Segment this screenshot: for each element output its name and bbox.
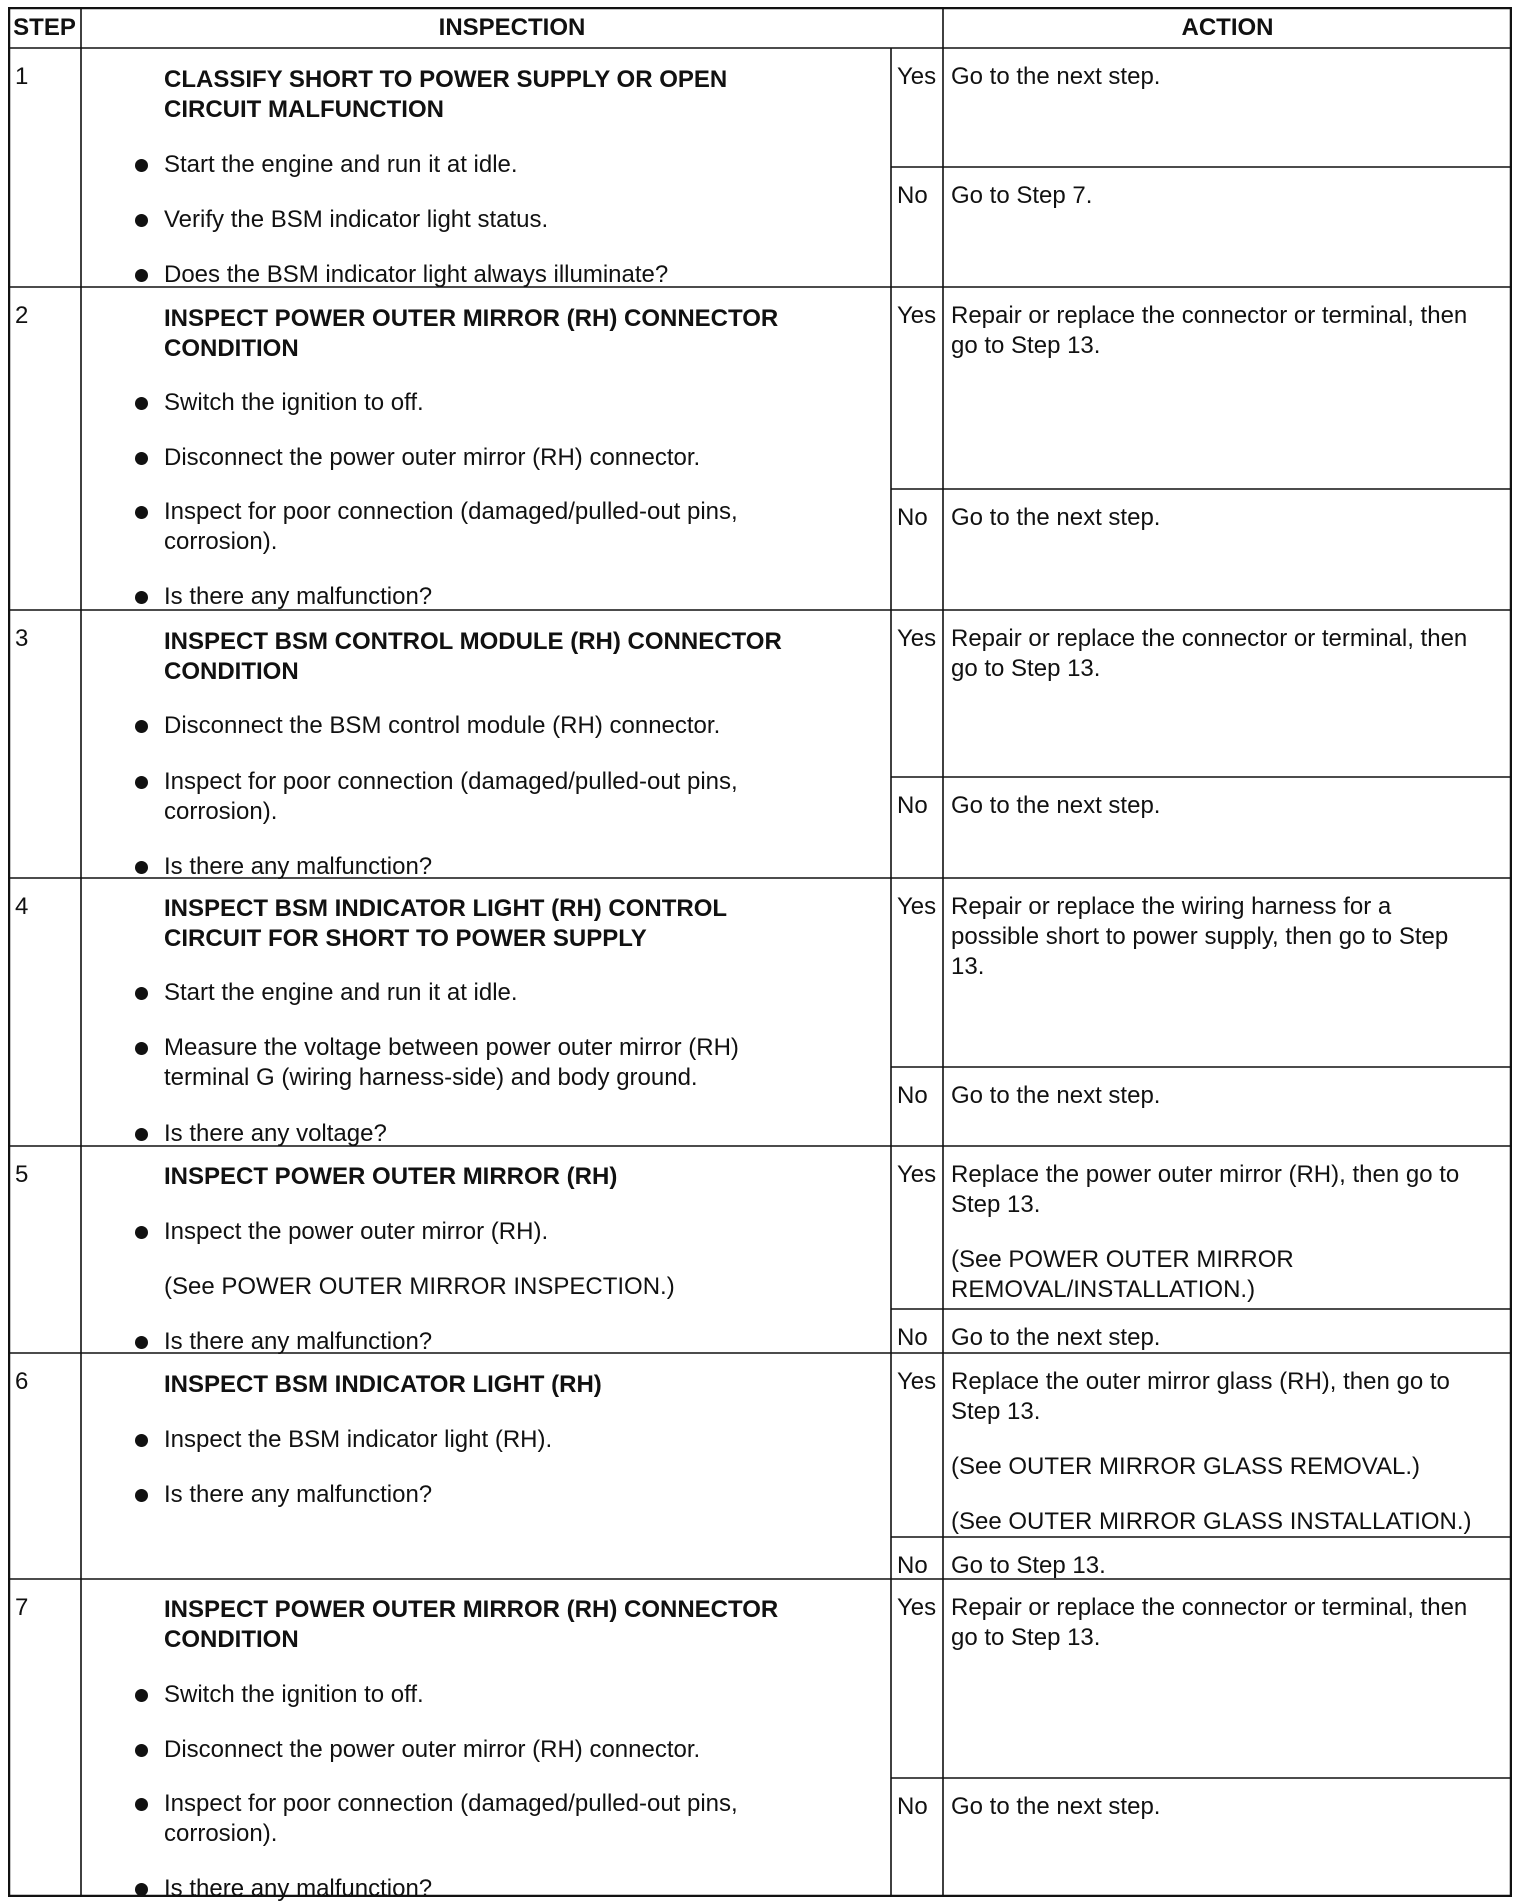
- yes-label: Yes: [897, 302, 937, 329]
- step-number: 3: [15, 625, 29, 652]
- bullet-icon: [135, 1042, 148, 1055]
- bullet-icon: [135, 1489, 148, 1502]
- step-title: CIRCUIT FOR SHORT TO POWER SUPPLY: [164, 925, 647, 952]
- bullet-icon: [135, 1689, 148, 1702]
- action-yes-text: 13.: [951, 953, 985, 980]
- inspection-item: corrosion).: [164, 1820, 278, 1847]
- step-title: INSPECT BSM INDICATOR LIGHT (RH): [164, 1371, 602, 1398]
- bullet-icon: [135, 720, 148, 733]
- inspection-item: (See POWER OUTER MIRROR INSPECTION.): [164, 1273, 675, 1300]
- inspection-item: Measure the voltage between power outer mirror (RH): [164, 1034, 739, 1061]
- bullet-icon: [135, 1744, 148, 1757]
- no-label: No: [897, 792, 928, 819]
- action-yes-text: Replace the power outer mirror (RH), then go to: [951, 1161, 1460, 1188]
- inspection-item: Switch the ignition to off.: [164, 389, 424, 416]
- bullet-icon: [135, 397, 148, 410]
- action-no-text: Go to the next step.: [951, 1793, 1161, 1820]
- action-yes-text: Repair or replace the connector or terminal, then: [951, 302, 1468, 329]
- step-title: INSPECT POWER OUTER MIRROR (RH): [164, 1163, 618, 1190]
- header-step: STEP: [13, 14, 76, 41]
- yes-label: Yes: [897, 63, 937, 90]
- bullet-icon: [135, 214, 148, 227]
- step-title: CONDITION: [164, 1626, 299, 1653]
- no-label: No: [897, 1324, 928, 1351]
- action-no-text: Go to Step 7.: [951, 182, 1093, 209]
- action-yes-text: (See POWER OUTER MIRROR: [951, 1246, 1294, 1273]
- action-yes-text: Repair or replace the connector or terminal, then: [951, 625, 1468, 652]
- action-no-text: Go to the next step.: [951, 504, 1161, 531]
- bullet-icon: [135, 159, 148, 172]
- no-label: No: [897, 504, 928, 531]
- bullet-icon: [135, 861, 148, 874]
- inspection-item: Disconnect the power outer mirror (RH) connector.: [164, 444, 701, 471]
- yes-label: Yes: [897, 1161, 937, 1188]
- step-number: 2: [15, 302, 29, 329]
- inspection-item: corrosion).: [164, 528, 278, 555]
- step-title: CONDITION: [164, 335, 299, 362]
- inspection-item: Start the engine and run it at idle.: [164, 979, 518, 1006]
- action-yes-text: REMOVAL/INSTALLATION.): [951, 1276, 1256, 1303]
- action-yes-text: go to Step 13.: [951, 332, 1101, 359]
- bullet-icon: [135, 1434, 148, 1447]
- bullet-icon: [135, 269, 148, 282]
- inspection-item: Inspect for poor connection (damaged/pulled-out pins,: [164, 498, 738, 525]
- inspection-item: Is there any malfunction?: [164, 1328, 433, 1355]
- yes-label: Yes: [897, 1368, 937, 1395]
- bullet-icon: [135, 1128, 148, 1141]
- inspection-item: Does the BSM indicator light always illuminate?: [164, 261, 669, 288]
- bullet-icon: [135, 1883, 148, 1896]
- inspection-item: corrosion).: [164, 798, 278, 825]
- action-yes-text: Step 13.: [951, 1191, 1041, 1218]
- action-yes-text: possible short to power supply, then go to Step: [951, 923, 1449, 950]
- inspection-item: Is there any malfunction?: [164, 1481, 433, 1508]
- bullet-icon: [135, 591, 148, 604]
- action-yes-text: Repair or replace the connector or terminal, then: [951, 1594, 1468, 1621]
- inspection-item: Is there any malfunction?: [164, 853, 433, 880]
- action-yes-text: (See OUTER MIRROR GLASS INSTALLATION.): [951, 1508, 1472, 1535]
- inspection-item: Is there any voltage?: [164, 1120, 387, 1147]
- bullet-icon: [135, 987, 148, 1000]
- action-yes-text: go to Step 13.: [951, 655, 1101, 682]
- action-no-text: Go to the next step.: [951, 1082, 1161, 1109]
- inspection-item: Inspect for poor connection (damaged/pulled-out pins,: [164, 768, 738, 795]
- step-title: INSPECT POWER OUTER MIRROR (RH) CONNECTOR: [164, 305, 779, 332]
- yes-label: Yes: [897, 1594, 937, 1621]
- step-title: INSPECT BSM INDICATOR LIGHT (RH) CONTROL: [164, 895, 728, 922]
- yes-label: Yes: [897, 893, 937, 920]
- bullet-icon: [135, 506, 148, 519]
- no-label: No: [897, 1082, 928, 1109]
- no-label: No: [897, 1552, 928, 1579]
- inspection-item: Is there any malfunction?: [164, 1875, 433, 1902]
- inspection-item: Switch the ignition to off.: [164, 1681, 424, 1708]
- inspection-item: Inspect the power outer mirror (RH).: [164, 1218, 549, 1245]
- action-yes-text: Step 13.: [951, 1398, 1041, 1425]
- step-number: 4: [15, 893, 29, 920]
- inspection-item: Inspect for poor connection (damaged/pulled-out pins,: [164, 1790, 738, 1817]
- action-yes-text: Replace the outer mirror glass (RH), then go to: [951, 1368, 1450, 1395]
- inspection-item: terminal G (wiring harness-side) and body ground.: [164, 1064, 698, 1091]
- bullet-icon: [135, 776, 148, 789]
- step-number: 7: [15, 1594, 29, 1621]
- step-title: CONDITION: [164, 658, 299, 685]
- no-label: No: [897, 182, 928, 209]
- header-action: ACTION: [1181, 14, 1274, 41]
- step-number: 6: [15, 1368, 29, 1395]
- inspection-item: Inspect the BSM indicator light (RH).: [164, 1426, 553, 1453]
- action-yes-text: Repair or replace the wiring harness for a: [951, 893, 1392, 920]
- action-yes-text: Go to the next step.: [951, 63, 1161, 90]
- action-no-text: Go to the next step.: [951, 792, 1161, 819]
- inspection-item: Disconnect the power outer mirror (RH) connector.: [164, 1736, 701, 1763]
- yes-label: Yes: [897, 625, 937, 652]
- action-yes-text: (See OUTER MIRROR GLASS REMOVAL.): [951, 1453, 1420, 1480]
- inspection-item: Verify the BSM indicator light status.: [164, 206, 549, 233]
- bullet-icon: [135, 1798, 148, 1811]
- action-no-text: Go to Step 13.: [951, 1552, 1106, 1579]
- step-number: 1: [15, 63, 29, 90]
- bullet-icon: [135, 1226, 148, 1239]
- bullet-icon: [135, 452, 148, 465]
- step-title: INSPECT BSM CONTROL MODULE (RH) CONNECTOR: [164, 628, 782, 655]
- inspection-item: Disconnect the BSM control module (RH) connector.: [164, 712, 721, 739]
- inspection-item: Is there any malfunction?: [164, 583, 433, 610]
- step-title: CIRCUIT MALFUNCTION: [164, 96, 444, 123]
- action-yes-text: go to Step 13.: [951, 1624, 1101, 1651]
- action-no-text: Go to the next step.: [951, 1324, 1161, 1351]
- inspection-item: Start the engine and run it at idle.: [164, 151, 518, 178]
- bullet-icon: [135, 1336, 148, 1349]
- no-label: No: [897, 1793, 928, 1820]
- step-title: CLASSIFY SHORT TO POWER SUPPLY OR OPEN: [164, 66, 728, 93]
- step-number: 5: [15, 1161, 29, 1188]
- header-inspection: INSPECTION: [438, 14, 586, 41]
- step-title: INSPECT POWER OUTER MIRROR (RH) CONNECTOR: [164, 1596, 779, 1623]
- inspection-table: [8, 7, 1512, 1902]
